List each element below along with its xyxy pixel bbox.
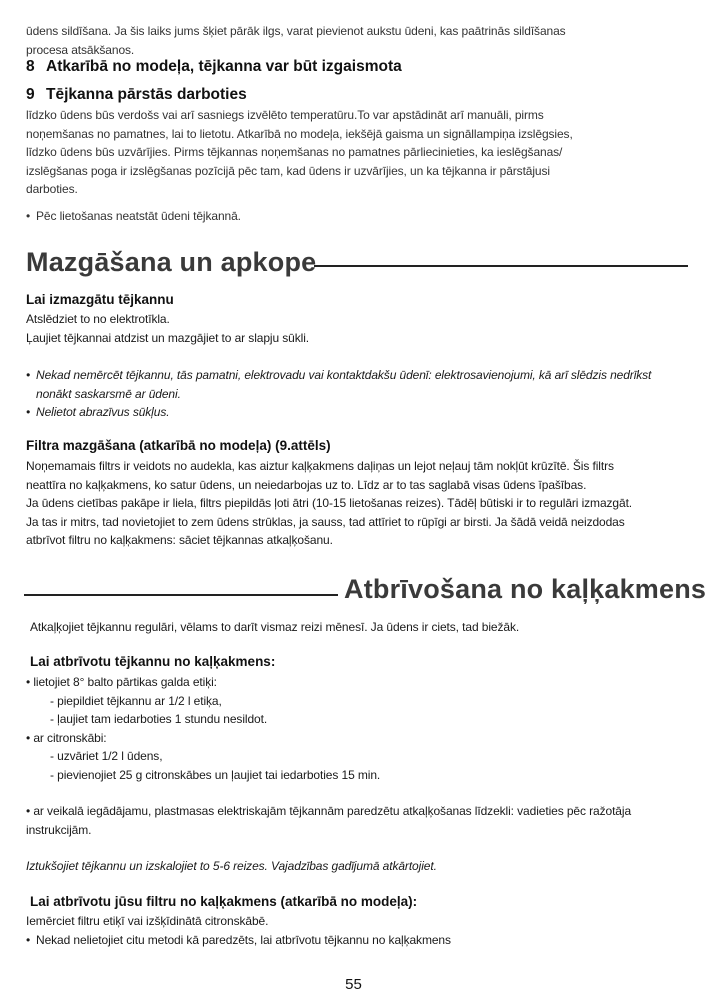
rinse-instruction: Iztukšojiet tējkannu un izskalojiet to 5-6 reizes. Vajadzības gadījumā atkārtojiet. xyxy=(26,859,437,873)
section-divider xyxy=(24,594,338,596)
subsection-title-filter-descale: Lai atbrīvotu jūsu filtru no kaļķakmens (atkarībā no modeļa): xyxy=(30,894,418,909)
step-8-heading xyxy=(26,58,402,76)
method-step: - pievienojiet 25 g citronskābes un ļaujiet tai iedarboties 15 min. xyxy=(50,767,381,782)
paragraph-line: darboties. xyxy=(26,182,78,196)
intro-line: ūdens sildīšana. Ja šis laiks jums šķiet pārāk ilgs, varat pievienot aukstu ūdeni, kas paātrinās sildīšanas xyxy=(26,24,566,38)
warning-item: • Nelietot abrazīvus sūkļus. xyxy=(26,403,686,422)
paragraph-line: līdzko ūdens būs verdošs vai arī sasniegs izvēlēto temperatūru.To var apstādināt arī manuāli, pirms xyxy=(26,108,544,122)
warning-item xyxy=(26,366,686,403)
section-title-descaling: Atbrīvošana no kaļķakmens xyxy=(344,574,707,604)
method-step: - uzvāriet 1/2 l ūdens, xyxy=(50,749,163,763)
paragraph-line: neattīra no kaļķakmens, ko satur ūdens, un neiedarbojas uz to. Līdz ar to tas saglabā visas ūdens īpašības. xyxy=(26,477,587,492)
intro-paragraph xyxy=(26,22,686,59)
warning-line: • Nekad nemērcēt tējkannu, tās pamatni, elektrovadu vai kontaktdakšu ūdenī: elektrosavienojumi, kā arī slēdzis nedrīkst xyxy=(36,368,652,382)
subsection-title-kettle-descale: Lai atbrīvotu tējkannu no kaļķakmens: xyxy=(30,654,276,669)
subsection-title-wash: Lai izmazgātu tējkannu xyxy=(26,292,174,307)
step-number: 8 xyxy=(26,58,35,75)
step-9-heading xyxy=(26,86,247,104)
warning-line: nonākt saskarsmē ar ūdeni. xyxy=(36,386,181,401)
bullet-item: • Pēc lietošanas neatstāt ūdeni tējkannā. xyxy=(26,207,686,226)
step-text: Atkarībā no modeļa, tējkanna var būt izgaismota xyxy=(46,58,402,75)
paragraph-line: Iemērciet filtru etiķī vai izšķīdinātā citronskābē. xyxy=(26,914,269,928)
step-9-paragraph xyxy=(26,106,686,199)
wash-warnings xyxy=(26,366,686,422)
method-commercial xyxy=(26,802,686,839)
step-title: Tējkanna pārstās darboties xyxy=(46,86,247,103)
wash-paragraph xyxy=(26,310,686,347)
filter-descale-paragraph xyxy=(26,912,686,949)
method-vinegar: • lietojiet 8° balto pārtikas galda etiķi: xyxy=(26,675,217,689)
paragraph-line: Ļaujiet tējkannai atdzist un mazgājiet to ar slapju sūkli. xyxy=(26,330,310,345)
filter-paragraph xyxy=(26,457,686,550)
method-step: - ļaujiet tam iedarboties 1 stundu nesildot. xyxy=(50,712,268,726)
intro-line: procesa atsākšanos. xyxy=(26,42,135,57)
paragraph-line: atbrīvot filtru no kaļķakmens: sāciet tējkannas atkaļķošanu. xyxy=(26,533,333,547)
page-number: 55 xyxy=(345,976,362,993)
section-divider xyxy=(314,265,688,267)
paragraph-line: Atslēdziet to no elektrotīkla. xyxy=(26,312,170,326)
paragraph-line: Noņemamais filtrs ir veidots no audekla, kas aiztur kaļķakmens daļiņas un lejot neļauj tām nokļūt krūzītē. Šis filtrs xyxy=(26,459,614,473)
paragraph-line: instrukcijām. xyxy=(26,822,92,837)
paragraph-line: noņemšanas no pamatnes, lai to lietotu. Atkarībā no modeļa, iekšējā gaisma un signāllampiņa izslēgsies, xyxy=(26,126,573,141)
paragraph-line: Ja ūdens cietības pakāpe ir liela, filtrs piepildās ļoti ātri (10-15 lietošanas reizes). Tādēļ būtiski ir to regulāri izmazgāt. xyxy=(26,496,633,510)
method-citric: • ar citronskābi: xyxy=(26,730,107,745)
descaling-intro: Atkaļķojiet tējkannu regulāri, vēlams to darīt vismaz reizi mēnesī. Ja ūdens ir ciets, tad biežāk. xyxy=(30,620,520,634)
step-number: 9 xyxy=(26,86,35,103)
section-title-cleaning: Mazgāšana un apkope xyxy=(26,247,317,277)
paragraph-line: izslēgšanas poga ir izslēgšanas pozīcijā pēc tam, kad ūdens ir uzvārījies, un ka tējkanna ir pārstājusi xyxy=(26,163,550,178)
subsection-title-filter: Filtra mazgāšana (atkarībā no modeļa) (9.attēls) xyxy=(26,438,331,453)
descaling-methods xyxy=(26,673,686,784)
step-9-note xyxy=(26,207,686,226)
paragraph-line: līdzko ūdens būs uzvārījies. Pirms tējkannas noņemšanas no pamatnes pārliecinieties, ka ieslēgšanas/ xyxy=(26,145,563,159)
paragraph-line: • ar veikalā iegādājamu, plastmasas elektriskajām tējkannām paredzētu atkaļķošanas līdzekli: vadieties pēc ražotāja xyxy=(26,804,632,818)
paragraph-line: Ja tas ir mitrs, tad novietojiet to zem ūdens strūklas, ja sauss, tad attīriet to rūpīgi ar birsti. Ja šādā veidā neizdodas xyxy=(26,514,625,529)
bullet-item: • Nekad nelietojiet citu metodi kā paredzēts, lai atbrīvotu tējkannu no kaļķakmens xyxy=(26,931,686,950)
method-step: - piepildiet tējkannu ar 1/2 l etiķa, xyxy=(50,693,222,708)
